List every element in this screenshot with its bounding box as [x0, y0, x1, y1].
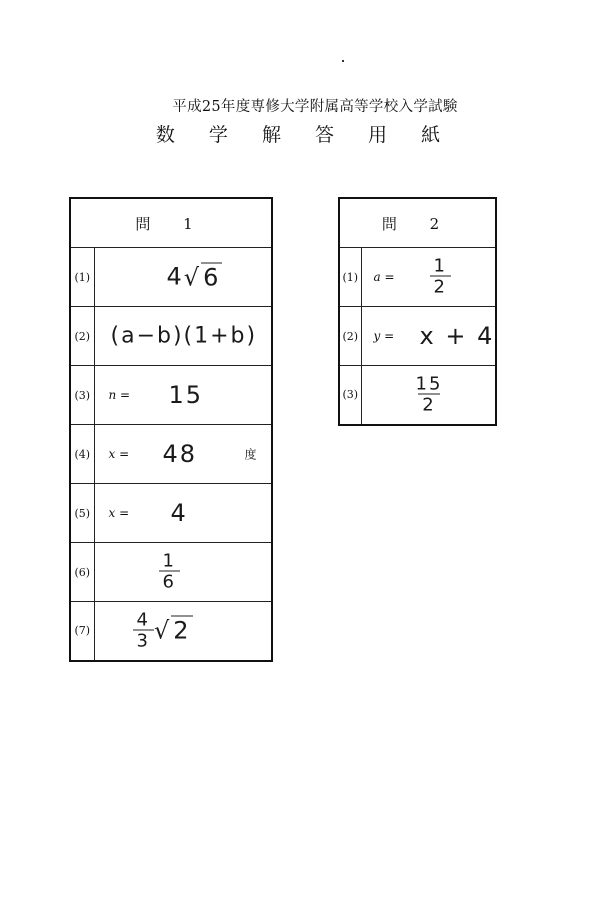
q1-num-2: (2) [70, 307, 94, 366]
q1-row-3 [70, 366, 272, 425]
q2-answer-1[interactable] [361, 248, 496, 307]
q1-answer-1[interactable]: 4√6 [94, 248, 272, 307]
exam-subtitle: 平成25年度専修大学附属高等学校入学試験 [172, 99, 458, 115]
q2-row-1 [339, 248, 496, 307]
q2-2-answer: x + 4 [419, 322, 495, 350]
q2-1-prefix: a = [373, 270, 395, 284]
q2-answer-table [338, 197, 497, 426]
q1-7-denominator: 3 [133, 629, 154, 650]
q1-num-3: (3) [70, 366, 94, 425]
q1-5-answer: 4 [170, 499, 188, 527]
q2-answer-3[interactable] [361, 366, 496, 425]
q1-num-5: (5) [70, 484, 94, 543]
sheet-title: 数 学 解 答 用 紙 [155, 124, 455, 146]
q1-heading: 問 1 [70, 198, 272, 248]
q1-row-7 [70, 602, 272, 661]
q2-3-denominator: 2 [418, 393, 439, 414]
q1-4-unit: 度 [244, 447, 257, 462]
q2-row-3 [339, 366, 496, 425]
stray-mark [342, 60, 344, 62]
q1-answer-5[interactable] [94, 484, 272, 543]
q1-5-prefix: x = [108, 506, 130, 520]
q1-num-4: (4) [70, 425, 94, 484]
q1-num-6: (6) [70, 543, 94, 602]
q1-answer-6[interactable] [94, 543, 272, 602]
q1-answer-2[interactable] [94, 307, 272, 366]
q1-row-5 [70, 484, 272, 543]
q2-1-denominator: 2 [430, 276, 451, 297]
q1-7-numerator: 4 [136, 609, 150, 631]
q1-3-prefix: n = [108, 388, 131, 402]
q1-7-radicand: 2 [173, 616, 191, 645]
q2-row-2 [339, 307, 496, 366]
q1-num-7: (7) [70, 602, 94, 661]
q1-1-radicand: 6 [203, 263, 221, 292]
q1-answer-7[interactable]: $\frac{4}{3}$ √2 [94, 602, 272, 661]
q1-3-answer: 15 [168, 381, 204, 409]
q2-num-2: (2) [339, 307, 361, 366]
q2-num-3: (3) [339, 366, 361, 425]
q1-answer-3[interactable] [94, 366, 272, 425]
q1-1-coef: 4 [166, 262, 184, 291]
q2-heading: 問 2 [339, 198, 496, 248]
q1-row-1 [70, 248, 272, 307]
q1-6-denominator: 6 [159, 571, 180, 592]
q1-6-numerator: 1 [162, 550, 176, 572]
q1-row-2 [70, 307, 272, 366]
q1-num-1: (1) [70, 248, 94, 307]
q2-answer-2[interactable] [361, 307, 496, 366]
q2-3-numerator: 15 [415, 373, 443, 395]
q1-4-prefix: x = [108, 447, 130, 461]
q2-2-prefix: y = [373, 329, 395, 343]
q1-row-6 [70, 543, 272, 602]
q1-answer-4[interactable] [94, 425, 272, 484]
q2-num-1: (1) [339, 248, 361, 307]
q1-row-4 [70, 425, 272, 484]
q2-1-numerator: 1 [433, 255, 447, 277]
q1-4-answer: 48 [162, 440, 198, 468]
q1-answer-table [69, 197, 273, 662]
q1-2-answer: (a−b)(1+b) [110, 323, 258, 349]
